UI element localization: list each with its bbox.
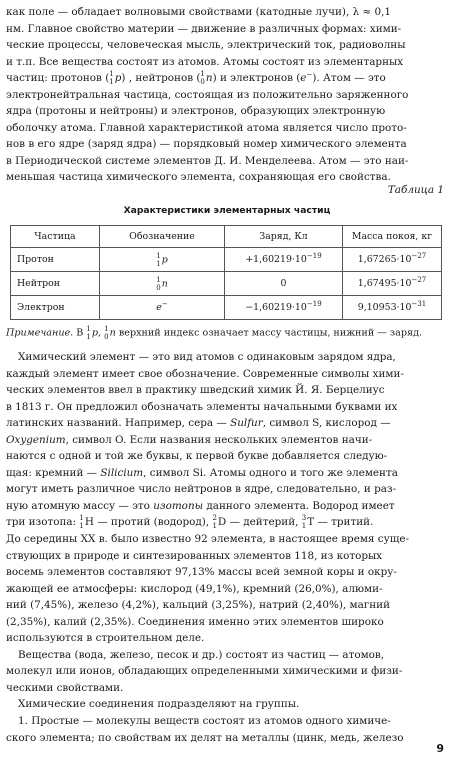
- text-line: (2,35%), калий (2,35%). Соединения именно этих элементов широко: [6, 615, 384, 628]
- particle-name: Электрон: [11, 296, 100, 320]
- text-line: и т.п. Все вещества состоят из атомов. Атомы состоят из элементарных: [6, 55, 404, 68]
- text-line: меньшая частица химического элемента, сохраняющая его свойства.: [6, 171, 391, 184]
- text-line: ний (7,45%), железо (4,2%), кальций (3,25%), натрий (2,40%), магний: [6, 599, 390, 612]
- text-line: ческих элементов ввел в практику шведский химик Й. Я. Берцелиус: [6, 384, 385, 397]
- text-line: нм. Главное свойство материи — движение в различных формах: хими-: [6, 22, 402, 35]
- header-cell: Частица: [11, 226, 100, 248]
- text-line: Oxygenium, символ O. Если названия нескольких элементов начи-: [6, 433, 373, 446]
- intro-paragraph: [6, 4, 445, 186]
- particle-charge: $+1,60219\cdot 10^{-19}$: [225, 248, 343, 272]
- particle-symbol: e−: [100, 296, 225, 320]
- table-row: [11, 272, 442, 296]
- particle-mass: $1,67265\cdot 10^{-27}$: [343, 248, 442, 272]
- table-row: [11, 296, 442, 320]
- table-row: [11, 248, 442, 272]
- text-line: в 1813 г. Он предложил обозначать элементы начальными буквами их: [6, 400, 398, 413]
- proton-nuclide: 1 1: [109, 70, 114, 87]
- text-line-isotopes: три изотопа: 1 1 H — протий (водород), 2 1 D — дейтерий, 3 1 T — тритий.: [6, 514, 374, 531]
- particle-name: Нейтрон: [11, 272, 100, 296]
- table-header-row: [11, 226, 442, 248]
- particle-mass: $1,67495\cdot 10^{-27}$: [343, 272, 442, 296]
- text-line: каждый элемент имеет свое обозначение. Современные символы хими-: [6, 367, 404, 380]
- header-cell: Заряд, Кл: [225, 226, 343, 248]
- text-line-particles: частиц: протонов ( 1 1 p) , нейтронов ( 1 0 n) и электронов (e−). Атом — это: [6, 70, 386, 87]
- particle-name: Протон: [11, 248, 100, 272]
- text-line: ствующих в природе и синтезированных элементов 118, из которых: [6, 549, 383, 562]
- text-line: нов в его ядре (заряд ядра) — порядковый номер химического элемента: [6, 138, 407, 151]
- text-line: молекул или ионов, обладающих определенными химическими и физи-: [6, 665, 403, 678]
- text-line: электронейтральная частица, состоящая из положительно заряженного: [6, 88, 409, 101]
- particle-mass: $9,10953\cdot 10^{-31}$: [343, 296, 442, 320]
- text-line: До середины XX в. было известно 92 элемента, в настоящее время суще-: [6, 533, 410, 546]
- text-line: ядра (протоны и нейтроны) и электронов, образующих электронную: [6, 105, 386, 118]
- text-line: наются с одной и той же буквы, к первой букве добавляется следую-: [6, 450, 388, 463]
- text-line: ческие процессы, человеческая мысль, электрический ток, радиоволны: [6, 39, 406, 52]
- particle-charge: $-1,60219\cdot 10^{-19}$: [225, 296, 343, 320]
- text-line: в Периодической системе элементов Д. И. Менделеева. Атом — это наи-: [6, 154, 409, 167]
- body-text: [6, 349, 445, 746]
- text-line: ского элемента; по свойствам их делят на металлы (цинк, медь, железо: [6, 731, 404, 744]
- particle-symbol: 1 1 p: [100, 248, 225, 272]
- text-line: Вещества (вода, железо, песок и др.) состоят из частиц — атомов,: [18, 648, 385, 661]
- text-line: как поле — обладает волновыми свойствами (катодные лучи), λ ≈ 0,1: [6, 6, 391, 18]
- text-line: латинских названий. Например, сера — Sulfur, символ S, кислород —: [6, 417, 391, 430]
- text-line: Химический элемент — это вид атомов с одинаковым зарядом ядра,: [18, 351, 396, 363]
- particle-charge: 0: [225, 272, 343, 296]
- header-cell: Обозначение: [100, 226, 225, 248]
- text-line: восемь элементов составляют 97,13% массы всей земной коры и окру-: [6, 566, 397, 579]
- table-note: Примечание. В 1 1 p, 1 0 n верхний индекс означает массу частицы, нижний — заряд.: [6, 325, 423, 341]
- table-caption: Таблица 1: [387, 184, 444, 196]
- text-line: ную атомную массу — это изотопы данного элемента. Водород имеет: [6, 499, 395, 512]
- table-title: Характеристики элементарных частиц: [123, 205, 331, 216]
- text-line: могут иметь различное число нейтронов в ядре, следовательно, и раз-: [6, 483, 397, 496]
- text-line: 1. Простые — молекулы веществ состоят из атомов одного химиче-: [18, 715, 391, 728]
- text-line: Химические соединения подразделяют на группы.: [18, 698, 300, 711]
- particles-table: [10, 225, 442, 320]
- header-cell: Масса покоя, кг: [343, 226, 442, 248]
- text-line: щая: кремний — Silicium, символ Si. Атомы одного и того же элемента: [6, 466, 398, 479]
- page-number: 9: [436, 742, 444, 755]
- neutron-nuclide: 1 0: [200, 70, 205, 87]
- particle-symbol: 1 0 n: [100, 272, 225, 296]
- text-line: ческими свойствами.: [6, 681, 124, 694]
- text-line: жающей ее атмосферы: кислород (49,1%), кремний (26,0%), алюми-: [6, 582, 383, 595]
- text-line: используются в строительном деле.: [6, 632, 205, 645]
- text-line: оболочку атома. Главной характеристикой атома является число прото-: [6, 121, 407, 134]
